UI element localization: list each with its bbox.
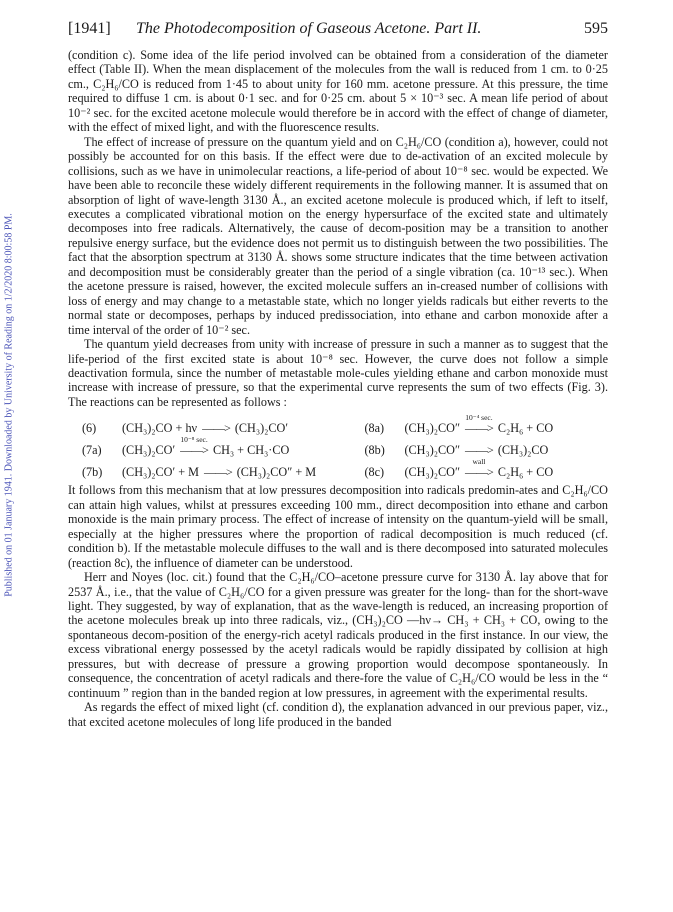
- reaction-arrow: wall ——>: [465, 457, 493, 480]
- reaction-row: [68, 457, 608, 479]
- reactants: (CH₃)₂CO′ + M: [122, 464, 199, 479]
- reactants: (CH₃)₂CO′: [122, 442, 176, 457]
- products: C₂H₆ + CO: [497, 464, 554, 479]
- products: (CH₃)₂CO′: [234, 420, 288, 435]
- paragraph: As regards the effect of mixed light (cf. condition d), the explanation advanced in our previous paper, viz., that excited acetone molecules of long life produced in the banded: [68, 700, 608, 729]
- products: (CH₃)₂CO″ + M: [236, 464, 317, 479]
- header-year: [1941]: [68, 20, 111, 37]
- reaction-7b: [68, 459, 364, 479]
- header-title: The Photodecomposition of Gaseous Acetone. Part II.: [136, 20, 482, 37]
- reaction-6: [68, 415, 364, 435]
- reaction-arrow: ——>: [465, 443, 493, 458]
- reaction-label: (7a): [82, 442, 102, 457]
- article-body: [68, 48, 608, 729]
- products: CH₃ + CH₃·CO: [212, 442, 290, 457]
- reaction-arrow: 10⁻⁸ sec. ——>: [180, 435, 208, 458]
- reaction-arrow: 10⁻⁴ sec. ——>: [465, 413, 493, 436]
- reaction-7a: [68, 437, 364, 457]
- products: (CH₃)₂CO: [497, 442, 549, 457]
- page-number: 595: [584, 20, 608, 37]
- reaction-label: (8b): [364, 442, 385, 457]
- download-watermark: [0, 150, 18, 660]
- reaction-row: [68, 435, 608, 457]
- products: C₂H₆ + CO: [497, 420, 554, 435]
- reaction-arrow: ——>: [202, 421, 230, 436]
- reaction-label: (7b): [82, 464, 103, 479]
- reaction-label: (8c): [364, 464, 385, 479]
- reaction-label: (8a): [364, 420, 385, 435]
- reactants: (CH₃)₂CO″: [404, 442, 461, 457]
- arrow-condition: wall: [472, 457, 486, 467]
- reactants: (CH₃)₂CO + hν: [122, 420, 198, 435]
- paragraph: Herr and Noyes (loc. cit.) found that the C₂H₆/CO–acetone pressure curve for 3130 Å. lay above that for 2537 Å., i.e., that the value of C₂H₆/CO for a given pressure was greater for the long- than for the short-wave light. They suggested, by way of explanation, that as the wave-length is reduced, an increasing proportion of the acetone molecules break up into three radicals, viz., (CH₃)₂CO —hν→ CH₃ + CH₃ + CO, owing to the spontaneous decom-position of the energy-rich acetyl radicals produced in the first instance. In our view, the excess vibrational energy possessed by the acetyl radicals would be rapidly dissipated by collision at high pressures, but with decrease of pressure a growing proportion would decompose spontaneously. In consequence, the concentration of acetyl radicals and there-fore the value of C₂H₆/CO would be less in the “ continuum ” region than in the banded region at low pressures, in agreement with the experimental results.: [68, 570, 608, 700]
- reactants: (CH₃)₂CO″: [404, 464, 461, 479]
- reaction-arrow: ——>: [203, 465, 232, 480]
- reactants: (CH₃)₂CO″: [404, 420, 461, 435]
- arrow-condition: 10⁻⁸ sec.: [180, 435, 208, 445]
- reaction-8c: [364, 459, 608, 479]
- download-notice: Published on 01 January 1941. Downloaded by University of Reading on 1/2/2020 8:00:58 PM.: [3, 213, 15, 597]
- arrow-condition: 10⁻⁴ sec.: [465, 413, 493, 423]
- running-header: [68, 20, 608, 42]
- reaction-8a: [364, 415, 608, 435]
- paragraph: (condition c). Some idea of the life period involved can be obtained from a consideration of the diameter effect (Table II). When the mean displacement of the molecules from the wall is reduced from 1 cm. to 0·25 cm., C₂H₆/CO is reduced from 1·45 to about unity for 160 mm. acetone pressure. At this pressure, the time required to diffuse 1 cm. is about 0·1 sec. and for 0·25 cm. about 5 × 10⁻³ sec. A mean life period of about 10⁻² sec. for the excited acetone molecule would therefore be in accord with the effect of change of diameter, with the effect of mixed light, and with the fluorescence results.: [68, 48, 608, 135]
- reaction-8b: [364, 437, 608, 457]
- paragraph: The quantum yield decreases from unity with increase of pressure in such a manner as to suggest that the life-period of the first excited state is about 10⁻⁸ sec. However, the curve does not follow a simple deactivation formula, since the number of metastable mole-cules yielding ethane and carbon monoxide must increase with increase of pressure, so that the experimental curve represents the sum of two effects (Fig. 3). The reactions can be represented as follows :: [68, 337, 608, 409]
- reaction-row: [68, 413, 608, 435]
- paragraph: It follows from this mechanism that at low pressures decomposition into radicals predomin-ates and C₂H₆/CO can attain high values, whilst at pressures exceeding 100 mm., direct decomposition into ethane and carbon monoxide is the main primary process. The effect of increase of intensity on the quantum-yield will be small, especially at the higher pressures where the proportion of radical decomposition is much reduced (cf. condition b). If the metastable molecule diffuses to the wall and is there decomposed into saturated molecules (reaction 8c), the influence of diameter can be understood.: [68, 483, 608, 570]
- reaction-scheme: [68, 413, 608, 479]
- paragraph: The effect of increase of pressure on the quantum yield and on C₂H₆/CO (condition a), however, could not possibly be accounted for on this basis. If the effect were due to de-activation of an excited molecule by collisions, such as we have in unimolecular reactions, a life-period of about 10⁻⁸ sec. would be expected. We have been able to reconcile these widely different requirements in the following manner. It is assumed that on absorption of light of wave-length 3130 Å., an excited acetone molecule is produced which, if left to itself, executes a complicated vibrational motion on the energy hypersurface of the excited state and ultimately decomposes into free radicals. Alternatively, the cause of decom-position may be a transition to another repulsive energy surface, but the evidence does not permit us to distinguish between the two possibilities. The fact that the absorption spectrum at 3130 Å. shows some structure indicates that the time between activation and decomposition must be considerably greater than the period of a single vibration (ca. 10⁻¹³ sec.). When the acetone pressure is raised, however, the excited molecule suffers an in-creased number of collisions with loss of energy and may change to a metastable state, which no longer yields radicals but either reverts to the normal state or decomposes, perhaps by induced predissociation, into ethane and carbon monoxide after a time interval of the order of 10⁻² sec.: [68, 134, 608, 337]
- reaction-label: (6): [82, 420, 97, 435]
